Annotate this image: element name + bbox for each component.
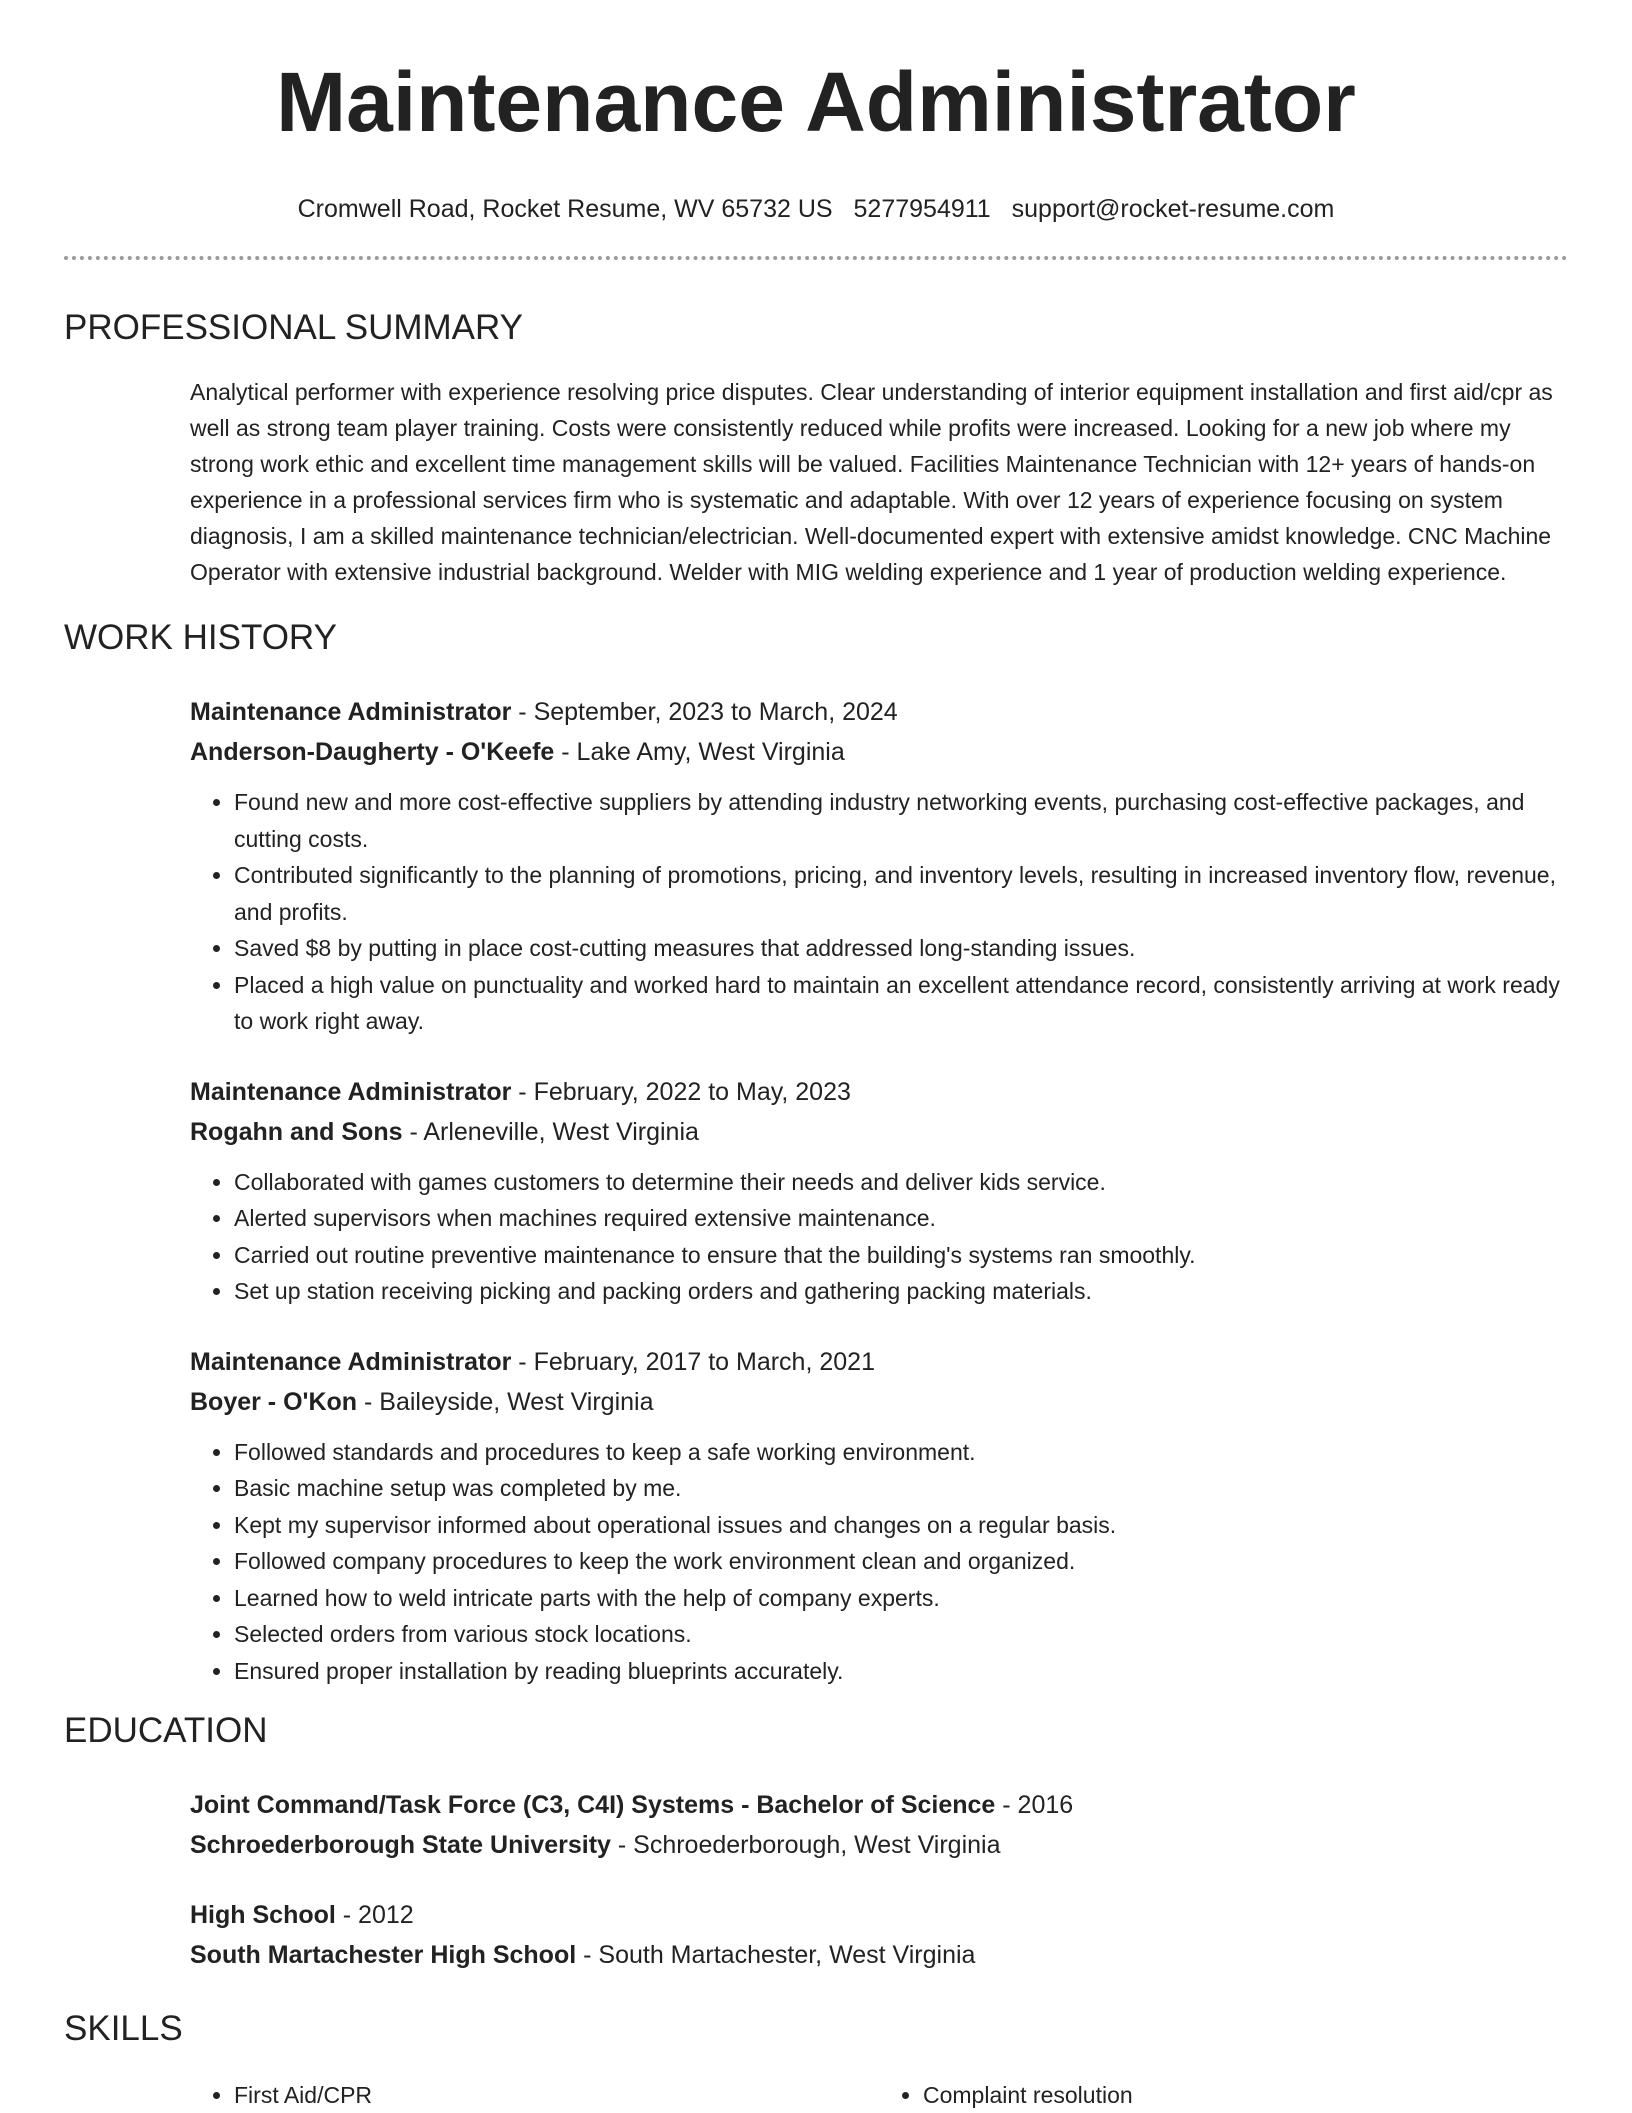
education-degree: Joint Command/Task Force (C3, C4I) Systems - Bachelor of Science bbox=[190, 1791, 996, 1819]
job-bullet: • Collaborated with games customers to determine their needs and deliver kids service. bbox=[234, 1164, 1568, 1201]
education-school-line bbox=[190, 1935, 1568, 1975]
job-company-line bbox=[190, 1112, 1568, 1152]
education-degree-line bbox=[190, 1785, 1568, 1825]
education-entry bbox=[190, 1895, 1568, 1975]
skills-column-right bbox=[879, 2077, 1568, 2113]
job-entry bbox=[190, 692, 1568, 1040]
job-title-line bbox=[190, 692, 1568, 732]
resume-header bbox=[64, 0, 1568, 260]
job-bullet: • Found new and more cost-effective suppliers by attending industry networking events, purchasing cost-effective packages, and cutting costs. bbox=[234, 784, 1568, 857]
section-title-summary: PROFESSIONAL SUMMARY bbox=[64, 308, 523, 347]
contact-email: support@rocket-resume.com bbox=[1011, 195, 1335, 223]
job-company: Anderson-Daugherty - O'Keefe bbox=[190, 738, 555, 766]
contact-info bbox=[64, 194, 1568, 224]
section-title-skills: SKILLS bbox=[64, 2009, 183, 2048]
education-location: - Schroederborough, West Virginia bbox=[610, 1831, 1001, 1859]
job-location: - Baileyside, West Virginia bbox=[357, 1387, 654, 1416]
job-bullet: • Followed company procedures to keep the work environment clean and organized. bbox=[234, 1543, 1568, 1580]
job-dates: - February, 2022 to May, 2023 bbox=[511, 1077, 851, 1106]
job-bullet: • Learned how to weld intricate parts with the help of company experts. bbox=[234, 1580, 1568, 1617]
job-company: Boyer - O'Kon bbox=[190, 1387, 358, 1416]
job-bullet: • Contributed significantly to the planning of promotions, pricing, and inventory levels, resulting in increased inventory flow, revenue, and profits. bbox=[234, 857, 1568, 930]
job-company: Rogahn and Sons bbox=[190, 1117, 403, 1146]
job-entry bbox=[190, 1072, 1568, 1310]
job-bullet: • Ensured proper installation by reading blueprints accurately. bbox=[234, 1653, 1568, 1690]
education-location: - South Martachester, West Virginia bbox=[576, 1941, 976, 1969]
job-dates: - February, 2017 to March, 2021 bbox=[511, 1347, 875, 1376]
education-school: Schroederborough State University bbox=[190, 1831, 611, 1859]
job-bullets bbox=[190, 784, 1568, 1040]
education-school: South Martachester High School bbox=[190, 1941, 577, 1969]
education-degree-line bbox=[190, 1895, 1568, 1935]
job-bullet: • Followed standards and procedures to keep a safe working environment. bbox=[234, 1434, 1568, 1471]
job-bullet: • Carried out routine preventive maintenance to ensure that the building's systems ran smoothly. bbox=[234, 1237, 1568, 1274]
education-year: - 2016 bbox=[995, 1791, 1074, 1819]
job-role: Maintenance Administrator bbox=[190, 1347, 512, 1376]
section-skills bbox=[64, 2007, 1568, 2113]
job-company-line bbox=[190, 1382, 1568, 1422]
education-school-line bbox=[190, 1825, 1568, 1865]
section-professional-summary bbox=[64, 306, 1568, 590]
summary-text: Analytical performer with experience resolving price disputes. Clear understanding of interior equipment installation and first aid/cpr as well as strong team player training. Costs were consistently reduced while profits were increased. Looking for a new job where my strong work ethic and excellent time management skills will be valued. Facilities Maintenance Technician with 12+ years of hands-on experience in a professional services firm who is systematic and adaptable. With over 12 years of experience focusing on system diagnosis, I am a skilled maintenance technician/electrician. Well-documented expert with extensive amidst knowledge. CNC Machine Operator with extensive industrial background. Welder with MIG welding experience and 1 year of production welding experience. bbox=[190, 379, 1553, 585]
job-company-line bbox=[190, 732, 1568, 772]
education-degree: High School bbox=[190, 1901, 336, 1929]
section-title-work: WORK HISTORY bbox=[64, 618, 337, 657]
section-work-history bbox=[64, 616, 1568, 1689]
education-entry bbox=[190, 1785, 1568, 1865]
skills-column-left bbox=[190, 2077, 879, 2113]
skill-item: • First Aid/CPR bbox=[234, 2077, 879, 2113]
job-bullet: • Set up station receiving picking and packing orders and gathering packing materials. bbox=[234, 1273, 1568, 1310]
header-divider bbox=[64, 256, 1568, 260]
job-title-line bbox=[190, 1342, 1568, 1382]
job-location: - Arleneville, West Virginia bbox=[402, 1117, 699, 1146]
job-bullet: • Kept my supervisor informed about operational issues and changes on a regular basis. bbox=[234, 1507, 1568, 1544]
job-bullet: • Saved $8 by putting in place cost-cutting measures that addressed long-standing issues. bbox=[234, 930, 1568, 967]
job-role: Maintenance Administrator bbox=[190, 1077, 512, 1106]
contact-phone: 5277954911 bbox=[853, 195, 991, 223]
job-role: Maintenance Administrator bbox=[190, 698, 512, 726]
section-title-education: EDUCATION bbox=[64, 1711, 268, 1750]
education-year: - 2012 bbox=[335, 1901, 414, 1929]
job-entry bbox=[190, 1342, 1568, 1690]
job-bullet: • Basic machine setup was completed by me. bbox=[234, 1470, 1568, 1507]
job-dates: - September, 2023 to March, 2024 bbox=[511, 698, 898, 726]
job-bullet: • Selected orders from various stock locations. bbox=[234, 1616, 1568, 1653]
contact-address: Cromwell Road, Rocket Resume, WV 65732 US bbox=[297, 195, 833, 223]
job-bullets bbox=[190, 1164, 1568, 1310]
skills-list bbox=[190, 2077, 1568, 2113]
skill-item: • Complaint resolution bbox=[923, 2077, 1568, 2113]
job-bullet: • Placed a high value on punctuality and worked hard to maintain an excellent attendance record, consistently arriving at work ready to work right away. bbox=[234, 967, 1568, 1040]
candidate-name: Maintenance Administrator bbox=[276, 55, 1356, 149]
section-education bbox=[64, 1709, 1568, 1975]
job-bullets bbox=[190, 1434, 1568, 1690]
job-location: - Lake Amy, West Virginia bbox=[554, 738, 845, 766]
job-title-line bbox=[190, 1072, 1568, 1112]
job-bullet: • Alerted supervisors when machines required extensive maintenance. bbox=[234, 1200, 1568, 1237]
